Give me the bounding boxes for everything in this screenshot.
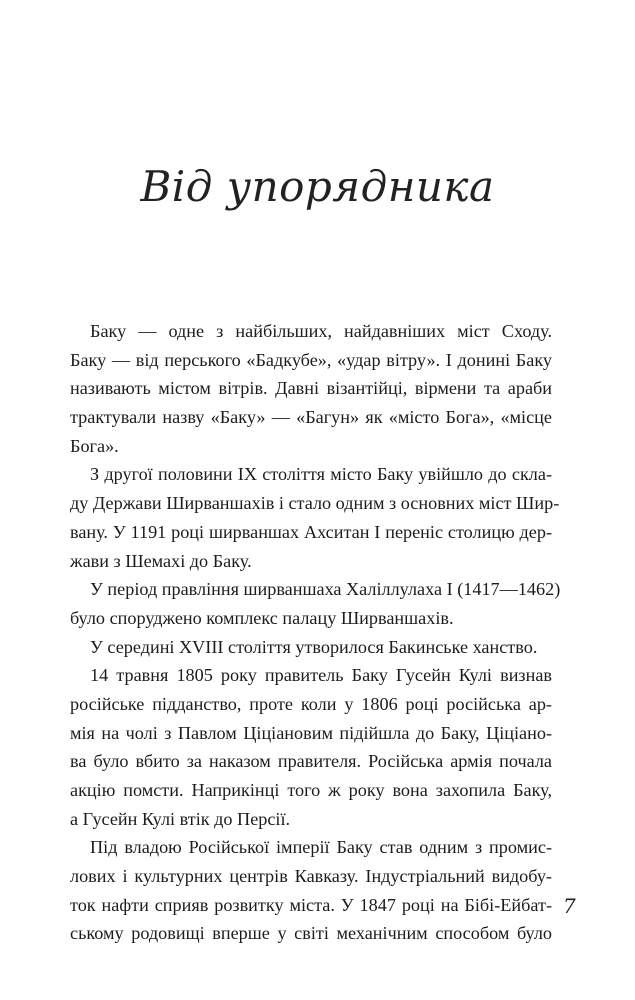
text-line: Баку — від перського «Бадкубе», «удар вітру». І донині Баку — [70, 349, 552, 370]
text-line: називають містом вітрів. Давні візантійці, вірмени та араби — [70, 378, 552, 399]
text-line: ському родовищі вперше у світі механічним способом було — [70, 923, 552, 944]
text-line: акцію помсти. Наприкінці того ж року вона захопила Баку, — [70, 780, 552, 800]
text-line: У середині XVIII століття утворилося Бакинське ханство. — [90, 636, 538, 657]
text-line: мія на чолі з Павлом Ціціановим підійшла до Баку, Ціціано- — [70, 722, 552, 743]
text-line: лових і культурних центрів Кавказу. Індустріальний видобу- — [70, 866, 552, 887]
body-text — [70, 317, 561, 948]
page-number: 7 — [563, 894, 576, 918]
text-line: ду Держави Ширваншахів і стало одним з основних міст Шир- — [70, 493, 560, 514]
text-line: З другої половини IX століття місто Баку увійшло до скла- — [90, 464, 552, 485]
text-line: Баку — одне з найбільших, найдавніших міст Сходу. — [90, 321, 552, 341]
text-line: ток нафти сприяв розвитку міста. У 1847 році на Бібі-Ейбат- — [70, 894, 552, 915]
text-line: а Гусейн Кулі втік до Персії. — [70, 808, 291, 829]
text-line: 14 травня 1805 року правитель Баку Гусейн Кулі визнав — [90, 665, 552, 686]
text-line: було споруджено комплекс палацу Ширваншахів. — [70, 607, 454, 628]
text-line: трактували назву «Баку» — «Багун» як «місто Бога», «місце — [70, 407, 552, 428]
text-line: російське підданство, проте коли у 1806 році російська ар- — [70, 693, 552, 714]
text-line: Бога». — [70, 435, 119, 456]
text-line: У період правління ширваншаха Халіллулаха I (1417—1462) — [90, 579, 561, 600]
text-line: ва було вбито за наказом правителя. Російська армія почала — [70, 751, 552, 772]
text-line: Під владою Російської імперії Баку став одним з промис- — [90, 837, 552, 858]
text-line: вану. У 1191 році ширваншах Ахситан I переніс столицю дер- — [70, 521, 552, 542]
text-line: жави з Шемахі до Баку. — [70, 550, 252, 571]
page-title: Від упорядника — [140, 162, 495, 211]
